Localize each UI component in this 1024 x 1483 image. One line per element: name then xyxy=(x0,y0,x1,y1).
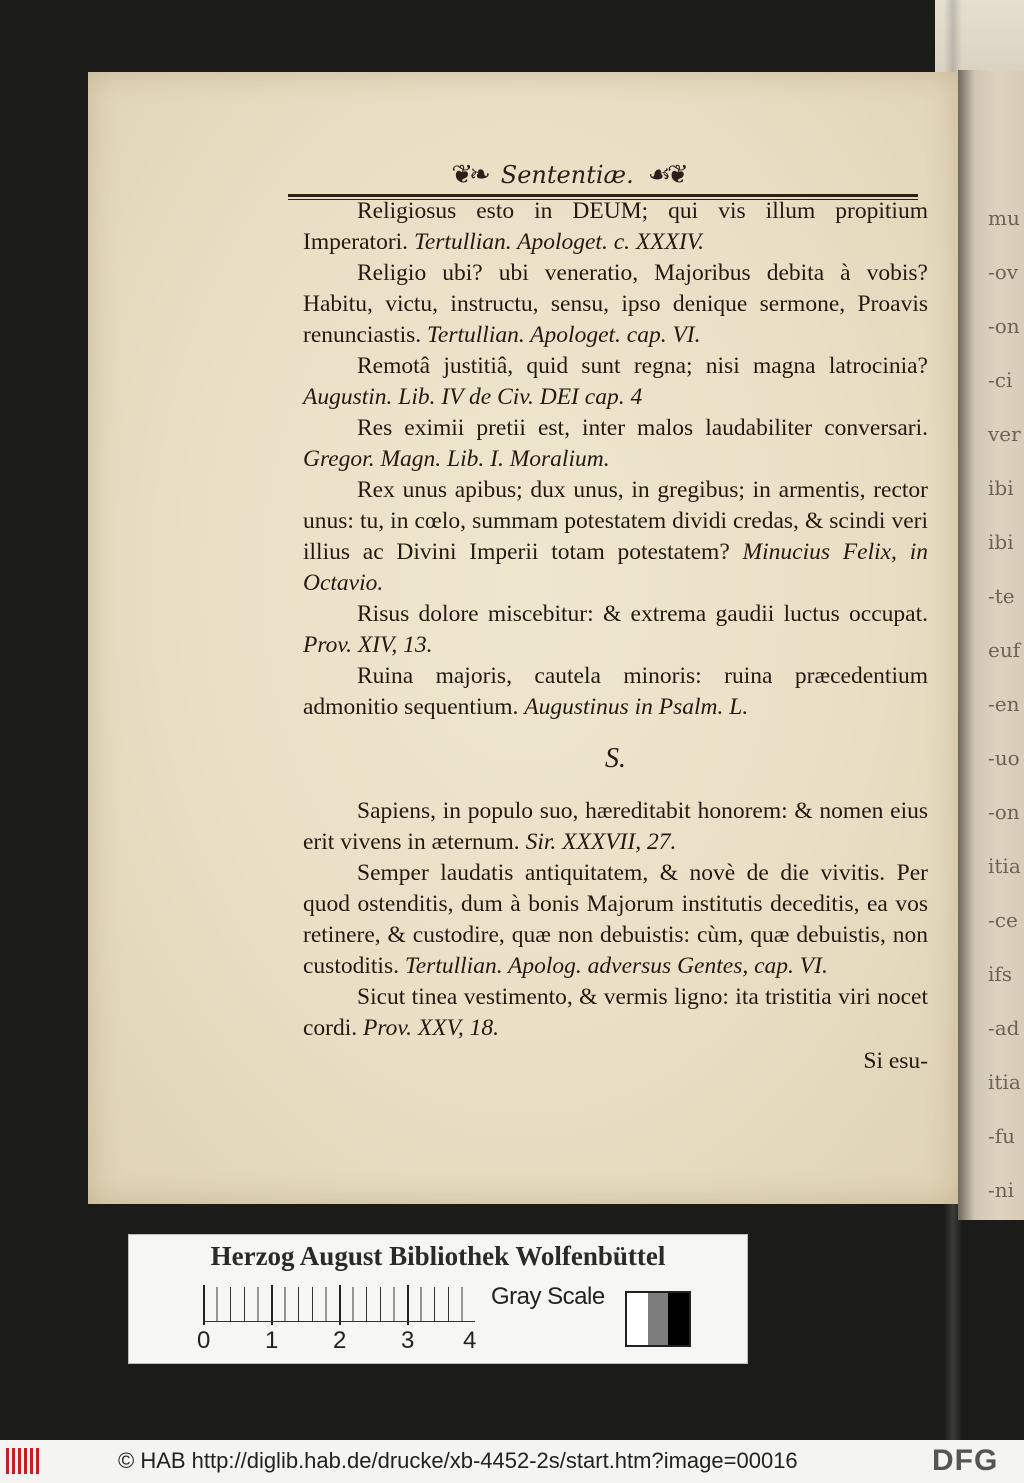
swatch-gray xyxy=(648,1293,669,1345)
sententia-paragraph xyxy=(303,413,928,475)
gray-swatches xyxy=(625,1291,691,1347)
sententia-paragraph xyxy=(303,858,928,982)
neighbor-text-fragment: -on xyxy=(988,800,1020,824)
ruler-major-ticks xyxy=(203,1285,475,1325)
neighbor-text-fragment: -ad xyxy=(988,1016,1020,1040)
sententia-text: Remotâ justitiâ, quid sunt regna; nisi magna latrocinia? xyxy=(357,353,928,379)
sententia-paragraph xyxy=(303,599,928,661)
catchword: Si esu- xyxy=(863,1048,928,1074)
sententia-paragraph xyxy=(303,982,928,1044)
ruler-baseline xyxy=(203,1321,475,1322)
citation: Tertullian. Apolog. adversus Gentes, cap. VI. xyxy=(404,953,828,979)
citation: Tertullian. Apologet. cap. VI. xyxy=(427,322,701,348)
ruler-number: 2 xyxy=(333,1327,347,1354)
running-title: Sententiæ. xyxy=(500,161,634,189)
dfg-logo: DFG xyxy=(932,1444,999,1477)
sententia-text: Religio ubi? ubi veneratio, Majoribus debita à vobis? Habitu, victu, instructu, sensu, ipso denique sermone, Proavis renunciastis. xyxy=(303,260,928,348)
neighbor-text-fragment: -ce xyxy=(988,908,1018,932)
citation: Augustin. Lib. IV de Civ. DEI cap. 4 xyxy=(303,384,643,410)
neighbor-text-fragment: ifs xyxy=(988,962,1013,986)
neighbor-text-fragment: -ci xyxy=(988,368,1013,392)
sententia-paragraph xyxy=(303,475,928,599)
section-letter: S. xyxy=(605,743,626,774)
neighbor-page-strip xyxy=(958,70,1024,1220)
sententia-text: Religiosus esto in DEUM; qui vis illum propitium Imperatori. xyxy=(303,198,928,255)
neighbor-text-fragment: ibi xyxy=(988,476,1014,500)
neighbor-text-fragment: itia xyxy=(988,854,1021,878)
neighbor-text-fragment: mu xyxy=(988,206,1020,230)
neighbor-text-fragment: ver xyxy=(988,422,1021,446)
sententia-paragraph xyxy=(303,796,928,858)
paragraphs-r xyxy=(303,196,928,723)
sententia-text: Ruina majoris, cautela minoris: ruina præcedentium admonitio sequentium. xyxy=(303,663,928,720)
sententia-text: Sicut tinea vestimento, & vermis ligno: ita tristitia viri nocet cordi. xyxy=(303,984,928,1041)
sententia-paragraph xyxy=(303,258,928,351)
neighbor-text-fragment: euf xyxy=(988,638,1021,662)
hab-logo-icon xyxy=(6,1448,40,1474)
sententia-paragraph xyxy=(303,196,928,258)
sententia-paragraph xyxy=(303,661,928,723)
ruler-number: 1 xyxy=(265,1327,279,1354)
fleuron-right-icon: ☙❦ xyxy=(647,160,685,190)
neighbor-text-fragment: -ni xyxy=(988,1178,1015,1202)
neighbor-text-fragment: -en xyxy=(988,692,1020,716)
neighbor-text-fragment: ibi xyxy=(988,530,1014,554)
sententia-text: Rex unus apibus; dux unus, in gregibus; in armentis, rector unus: tu, in cœlo, summam potestatem dividi credas, & scindi veri illius ac Divini Imperii totam potestatem? xyxy=(303,477,928,565)
citation: Prov. XIV, 13. xyxy=(303,632,433,658)
citation: Gregor. Magn. Lib. I. Moralium. xyxy=(303,446,610,472)
neighbor-text-fragment: itia xyxy=(988,1070,1021,1094)
footer-bar xyxy=(0,1440,1024,1483)
source-link[interactable]: © HAB http://diglib.hab.de/drucke/xb-4452-2s/start.htm?image=00016 xyxy=(118,1448,798,1473)
sententia-text: Risus dolore miscebitur: & extrema gaudii luctus occupat. xyxy=(357,601,928,627)
color-card xyxy=(128,1234,748,1364)
paragraphs-s xyxy=(303,796,928,1044)
sententia-text: Sapiens, in populo suo, hæreditabit honorem: & nomen eius erit vivens in æternum. xyxy=(303,798,928,855)
citation: Prov. XXV, 18. xyxy=(363,1015,500,1041)
card-title: Herzog August Bibliothek Wolfenbüttel xyxy=(210,1241,666,1271)
neighbor-text-fragment: -on xyxy=(988,314,1020,338)
ruler-number: 4 xyxy=(463,1327,477,1354)
running-header xyxy=(288,158,848,192)
citation: Augustinus in Psalm. L. xyxy=(524,694,749,720)
citation: Sir. XXXVII, 27. xyxy=(525,829,677,855)
neighbor-text-fragment: -ov xyxy=(988,260,1019,284)
fleuron-left-icon: ❦❧ xyxy=(451,160,487,190)
sententia-paragraph xyxy=(303,351,928,413)
ruler-number: 0 xyxy=(197,1327,211,1354)
swatch-black xyxy=(668,1293,689,1345)
sententia-text: Res eximii pretii est, inter malos laudabiliter conversari. xyxy=(357,415,928,441)
text-block xyxy=(303,196,928,1077)
swatch-white xyxy=(627,1293,648,1345)
citation: Minucius Felix, in Octavio. xyxy=(303,539,928,596)
sententia-text: Semper laudatis antiquitatem, & novè de die vivitis. Per quod ostenditis, dum à bonis Majorum institutis deceditis, ea vos retinere, & custodire, quæ non debuistis: cùm, quæ debuistis, non custoditis. xyxy=(303,860,928,979)
ruler-number: 3 xyxy=(401,1327,415,1354)
citation: Tertullian. Apologet. c. XXXIV. xyxy=(413,229,704,255)
neighbor-text-fragment: -fu xyxy=(988,1124,1016,1148)
neighbor-text-fragment: -te xyxy=(988,584,1015,608)
gray-scale-label: Gray Scale xyxy=(491,1283,605,1310)
neighbor-text-fragment: -uo xyxy=(988,746,1020,770)
